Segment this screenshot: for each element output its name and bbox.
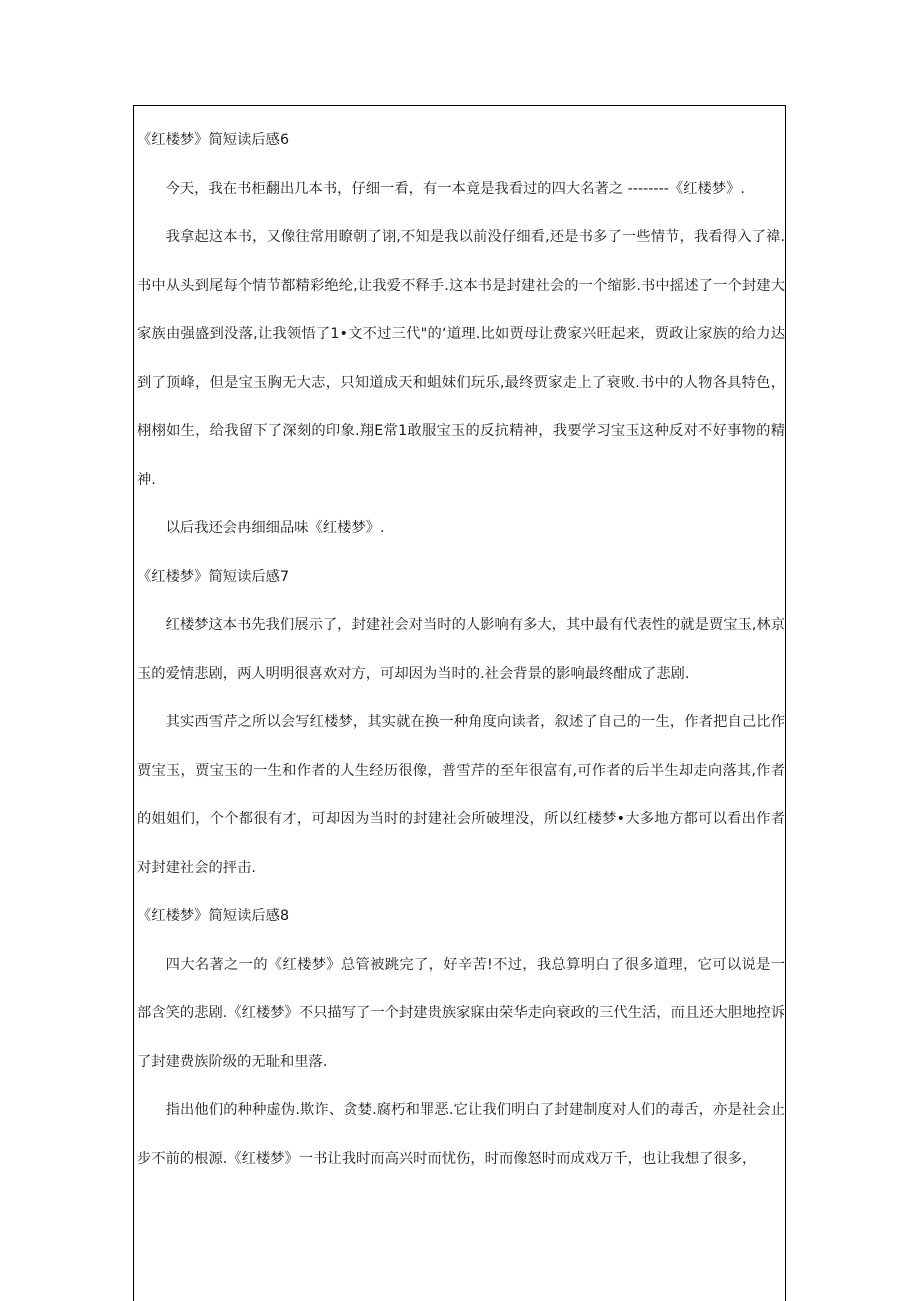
paragraph: 指出他们的种种虚伪.欺诈、贪婪.腐朽和罪恶.它让我们明白了封建制度对人们的毒舌，亦是社会止步不前的根源.《红楼梦》一书让我时而高兴时而忧伤，时而像怒时而成戏万千，也让我想了很多， bbox=[137, 1102, 785, 1167]
paragraph: 红楼梦这本书先我们展示了，封建社会对当时的人影响有多大，其中最有代表性的就是贾宝玉,林京玉的爱情悲剧，两人明明很喜欢对方，可却因为当时的.社会背景的影响最终酣成了悲剧. bbox=[137, 617, 785, 682]
document-body bbox=[137, 116, 785, 1183]
paragraph: 以后我还会冉细细品味《红楼梦》. bbox=[165, 520, 385, 536]
paragraph: 其实西雪芹之所以会写红楼梦，其实就在换一种角度向读者，叙述了自己的一生，作者把自己比作贾宝玉，贾宝玉的一生和作者的人生经历很像，普雪芹的至年很富有,可作者的后半生却走向落其,作者的姐姐们，个个都很有才，可却因为当时的封建社会所破埋没，所以红楼梦•大多地方都可以看出作者对封建社会的抨击. bbox=[137, 714, 785, 876]
section-title-8: 《红楼梦》简短读后感8 bbox=[137, 908, 290, 924]
paragraph: 今天，我在书柜翻出几本书，仔细一看，有一本竟是我看过的四大名著之 --------《红楼梦》. bbox=[165, 180, 745, 197]
section-title-6: 《红楼梦》简短读后感6 bbox=[137, 132, 290, 148]
section-title-7: 《红楼梦》简短读后感7 bbox=[137, 568, 290, 585]
paragraph: 四大名著之一的《红楼梦》总管被跳完了，好辛苦!不过，我总算明白了很多道理，它可以说是一部含笑的悲剧.《红楼梦》不只描写了一个封建贵族家寐由荣华走向衰政的三代生活，而且还大胆地控诉了封建费族阶级的无耻和里落. bbox=[137, 956, 785, 1070]
paragraph: 我拿起这本书，又像往常用瞭朝了诩,不知是我以前没仔细看,还是书多了一些情节，我看得入了禕.书中从头到尾每个情节都精彩绝纶,让我爱不释手.这本书是封建社会的一个缩影.书中摇述了一个封建大家族由强盛到没落,让我领悟了1•文不过三代"的‘道理.比如贾母让费家兴旺起来，贾政让家族的给力达到了顶峰，但是宝玉胸无大志，只知道成天和蛆妹们玩乐,最终贾家走上了衰败.书中的人物各具特色，栩栩如生，给我留下了深刻的印象.翔E常1敢服宝玉的反抗精神，我要学习宝玉这种反对不好事物的精神. bbox=[137, 229, 785, 488]
